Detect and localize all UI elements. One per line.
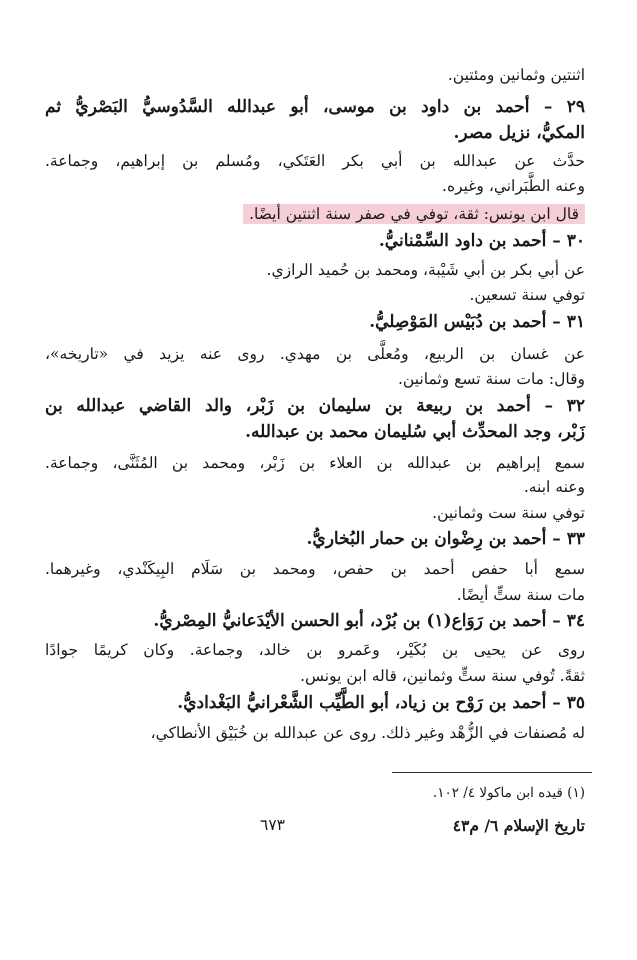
entry-heading-33: ٣٣ – أحمد بن رِضْوان بن حمار البُخاريُّ. xyxy=(306,529,585,549)
entry-heading-31: ٣١ – أحمد بن دُبَيْس المَوْصِليُّ. xyxy=(369,312,585,332)
entry-heading-29: ٢٩ – أحمد بن داود بن موسى، أبو عبدالله السَّدُوسيُّ البَصْريُّ ثم xyxy=(45,97,585,117)
text-line: وعنه ابنه. xyxy=(523,478,585,496)
page-number: ٦٧٣ xyxy=(260,816,285,834)
entry-heading-30: ٣٠ – أحمد بن داود السِّمْنانيُّ. xyxy=(378,231,585,251)
footnote-separator xyxy=(392,772,592,773)
text-line: عن غسان بن الربيع، ومُعلَّى بن مهدي. روى عنه يزيد في «تاريخه»، xyxy=(45,345,585,363)
text-line: له مُصنفات في الزُّهْد وغير ذلك. روى عن عبدالله بن خُبَيْق الأنطاكي، xyxy=(150,724,585,742)
page-footer xyxy=(52,816,585,840)
text-line: مات سنة ستٍّ أيضًا. xyxy=(456,586,585,604)
text-line: سمع إبراهيم بن عبدالله بن العلاء بن زَبْر، ومحمد بن المُثَنَّى، وجماعة. xyxy=(45,454,585,472)
text-line: توفي سنة ست وثمانين. xyxy=(432,504,585,522)
text-line: حدَّث عن عبدالله بن أبي بكر العَتَكي، ومُسلم بن إبراهيم، وجماعة. xyxy=(45,152,585,170)
highlighted-line xyxy=(45,203,585,225)
entry-heading-34: ٣٤ – أحمد بن رَوَاع(١) بن بُرْد، أبو الحسن الأيْدَعانيُّ المِصْريُّ. xyxy=(153,611,585,631)
text-line: وعنه الطَّبَراني، وغيره. xyxy=(442,177,585,195)
footer-title: تاريخ الإسلام ٦/ م٤٣ xyxy=(452,816,585,835)
highlight: قال ابن يونس: ثقة، توفي في صفر سنة اثنتين أيضًا. xyxy=(243,204,585,224)
entry-heading-29-cont: المكيُّ، نزيل مصر. xyxy=(453,123,585,143)
text-line: عن أبي بكر بن أبي شَيْبة، ومحمد بن حُميد الرازي. xyxy=(266,261,585,279)
text-line: اثنتين وثمانين ومئتين. xyxy=(447,66,585,84)
text-line: ثقةً. تُوفي سنة ستٍّ وثمانين، قاله ابن يونس. xyxy=(300,667,585,685)
text-line: وقال: مات سنة تسع وثمانين. xyxy=(398,370,585,388)
entry-heading-35: ٣٥ – أحمد بن رَوْح بن زياد، أبو الطَّيِّب الشَّعْرانيُّ البَغْداديُّ. xyxy=(177,693,585,713)
entry-heading-32: ٣٢ – أحمد بن ربيعة بن سليمان بن زَبْر، والد القاضي عبدالله بن xyxy=(45,396,585,416)
text-line: سمع أبا حفص أحمد بن حفص، ومحمد بن سَلَام البِيكَنْدي، وغيرهما. xyxy=(45,560,585,578)
entry-heading-32-cont: زَبْر، وجد المحدِّث أبي سُليمان محمد بن عبدالله. xyxy=(245,422,585,442)
footnote: (١) قيده ابن ماكولا ٤/ ١٠٢. xyxy=(432,785,585,801)
text-line: روى عن يحيى بن بُكَيْر، وعَمرو بن خالد، وجماعة. وكان كريمًا جوادًا xyxy=(45,641,585,659)
text-line: توفي سنة تسعين. xyxy=(469,286,585,304)
